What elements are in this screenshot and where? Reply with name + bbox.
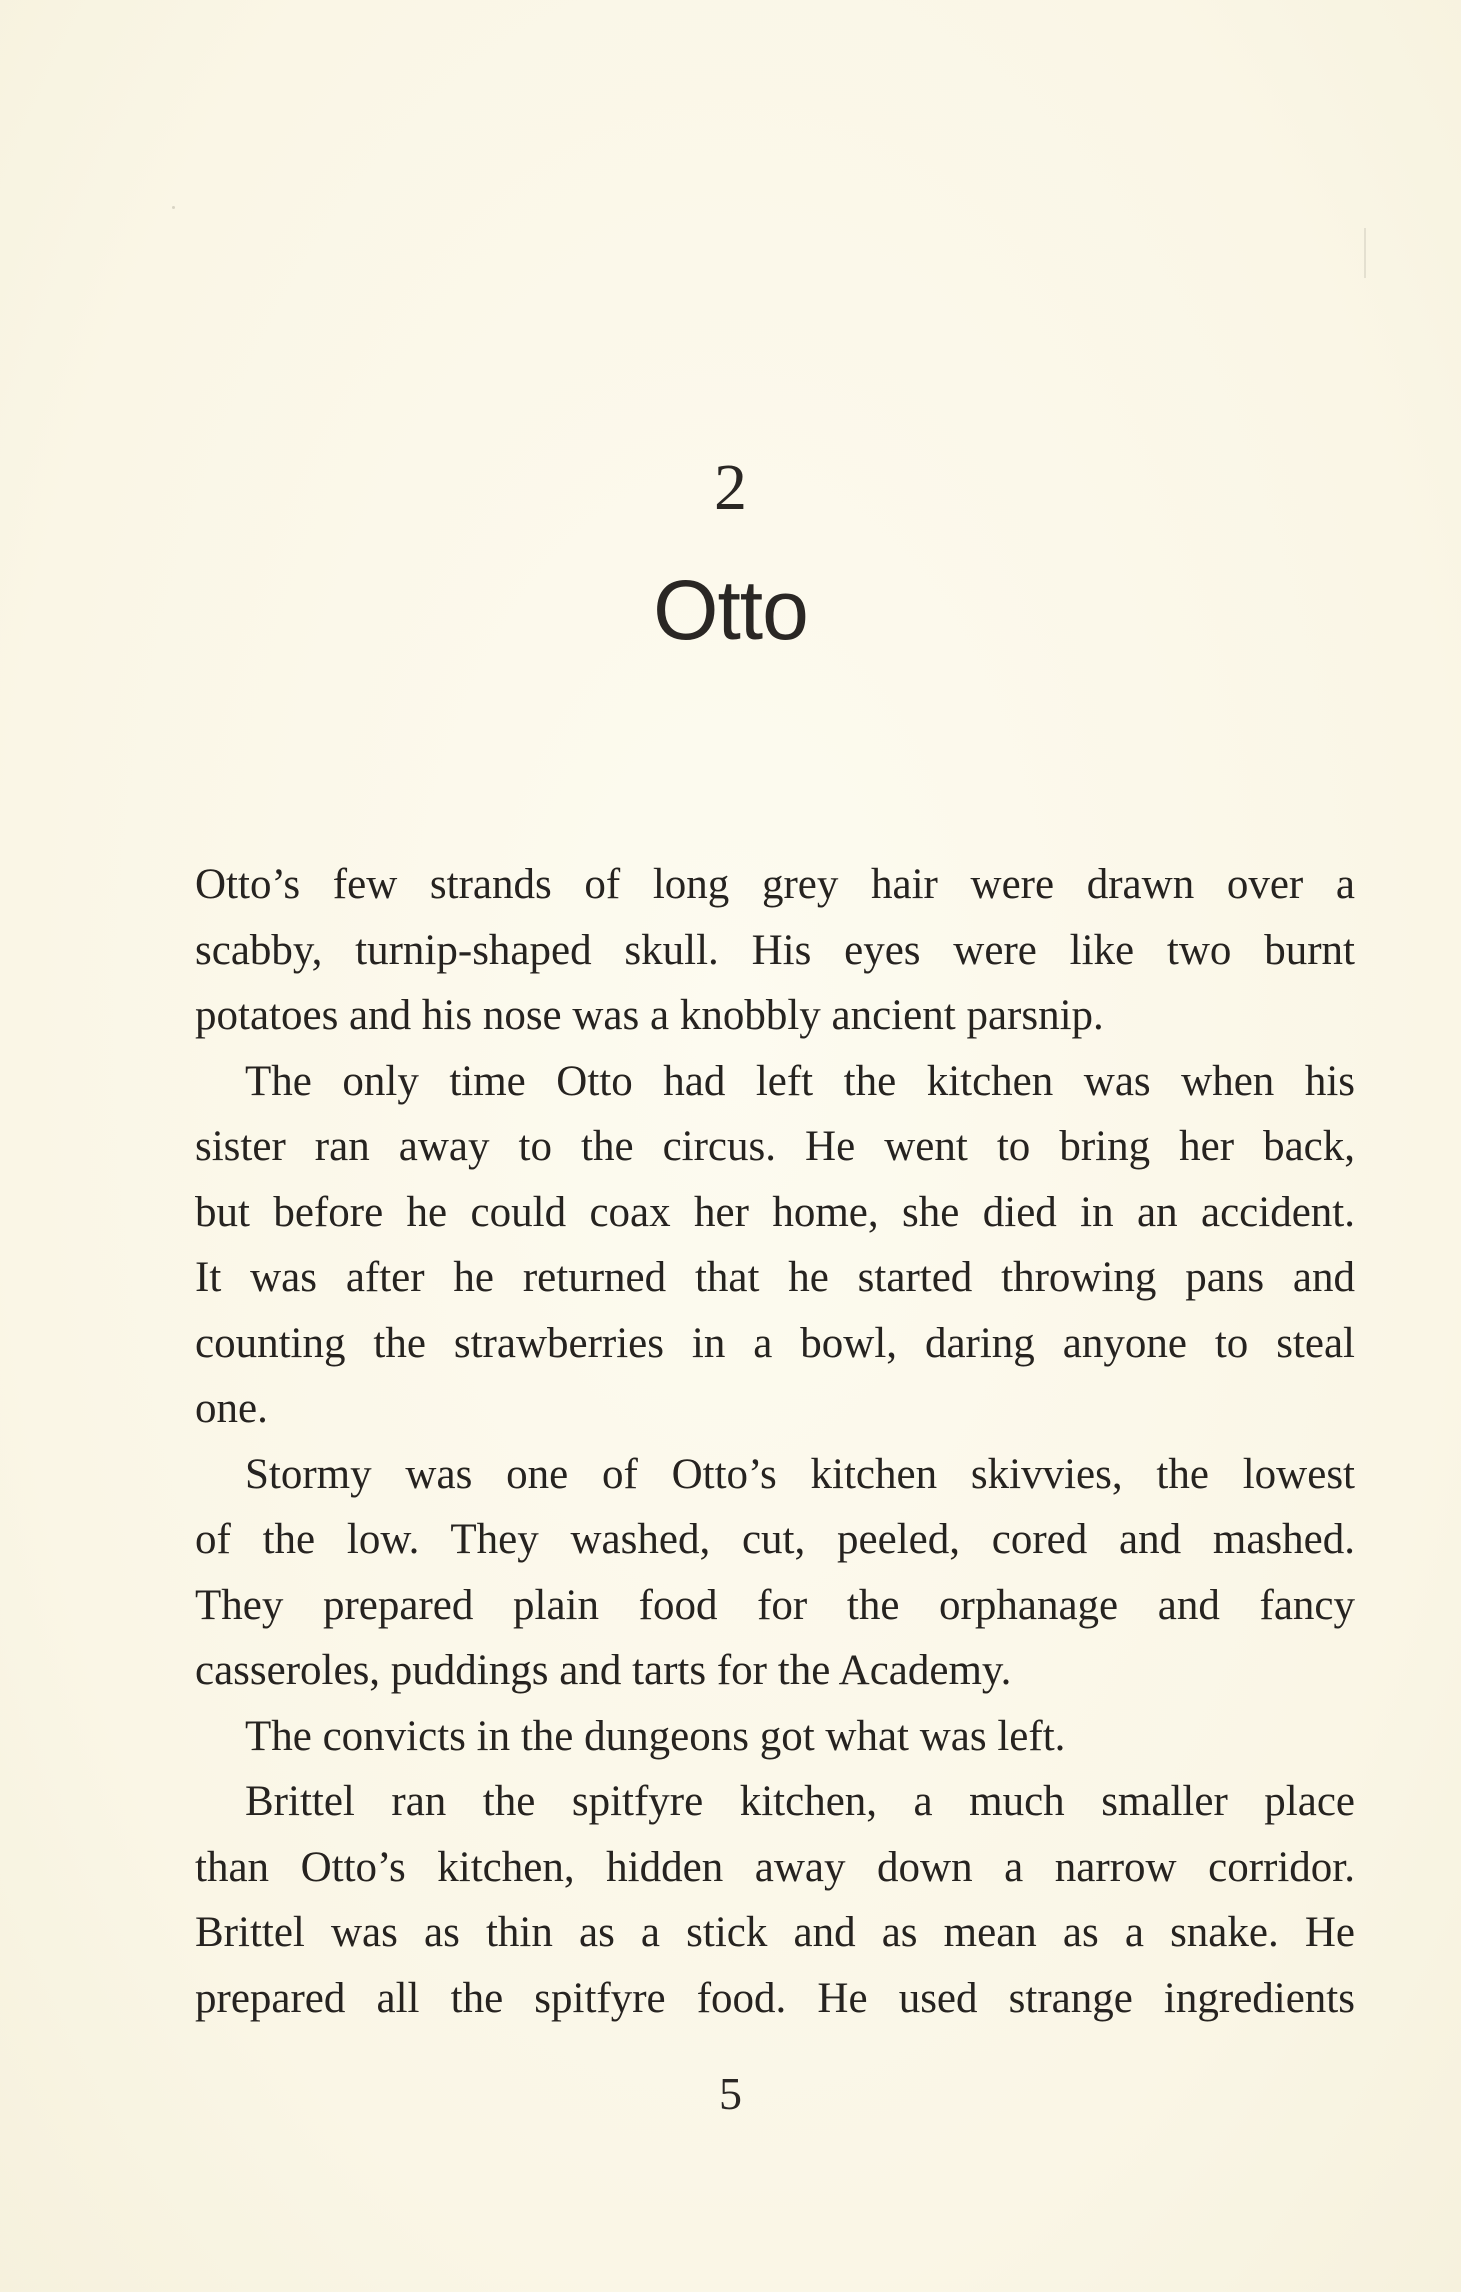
- text-line: Otto’s few strands of long grey hair were drawn over a: [195, 861, 1355, 908]
- chapter-title: Otto: [653, 563, 808, 657]
- text-line: They prepared plain food for the orphanage and fancy: [195, 1581, 1355, 1629]
- scan-edge-mark: [1364, 228, 1366, 278]
- text-line: prepared all the spitfyre food. He used strange ingredients: [195, 1974, 1355, 2022]
- text-line: sister ran away to the circus. He went to bring her back,: [195, 1123, 1355, 1170]
- text-line: scabby, turnip-shaped skull. His eyes were like two burnt: [195, 926, 1355, 974]
- scan-speck: [172, 206, 175, 209]
- text-line: one.: [195, 1385, 268, 1432]
- page-number: 5: [719, 2068, 742, 2119]
- text-line: Brittel was as thin as a stick and as mean as a snake. He: [195, 1909, 1355, 1956]
- text-line: potatoes and his nose was a knobbly ancient parsnip.: [195, 992, 1104, 1039]
- text-line: The only time Otto had left the kitchen was when his: [245, 1057, 1355, 1105]
- text-line: but before he could coax her home, she died in an accident.: [195, 1188, 1355, 1236]
- text-line: The convicts in the dungeons got what was left.: [245, 1712, 1066, 1760]
- text-line: counting the strawberries in a bowl, daring anyone to steal: [195, 1319, 1355, 1367]
- text-line: Brittel ran the spitfyre kitchen, a much smaller place: [245, 1778, 1355, 1825]
- text-line: Stormy was one of Otto’s kitchen skivvies, the lowest: [245, 1450, 1355, 1498]
- text-line: casseroles, puddings and tarts for the Academy.: [195, 1647, 1012, 1694]
- chapter-number: 2: [714, 451, 747, 524]
- text-line: of the low. They washed, cut, peeled, cored and mashed.: [195, 1516, 1355, 1563]
- text-line: than Otto’s kitchen, hidden away down a narrow corridor.: [195, 1843, 1355, 1891]
- body-text: [195, 852, 1355, 2031]
- text-line: It was after he returned that he started throwing pans and: [195, 1254, 1355, 1301]
